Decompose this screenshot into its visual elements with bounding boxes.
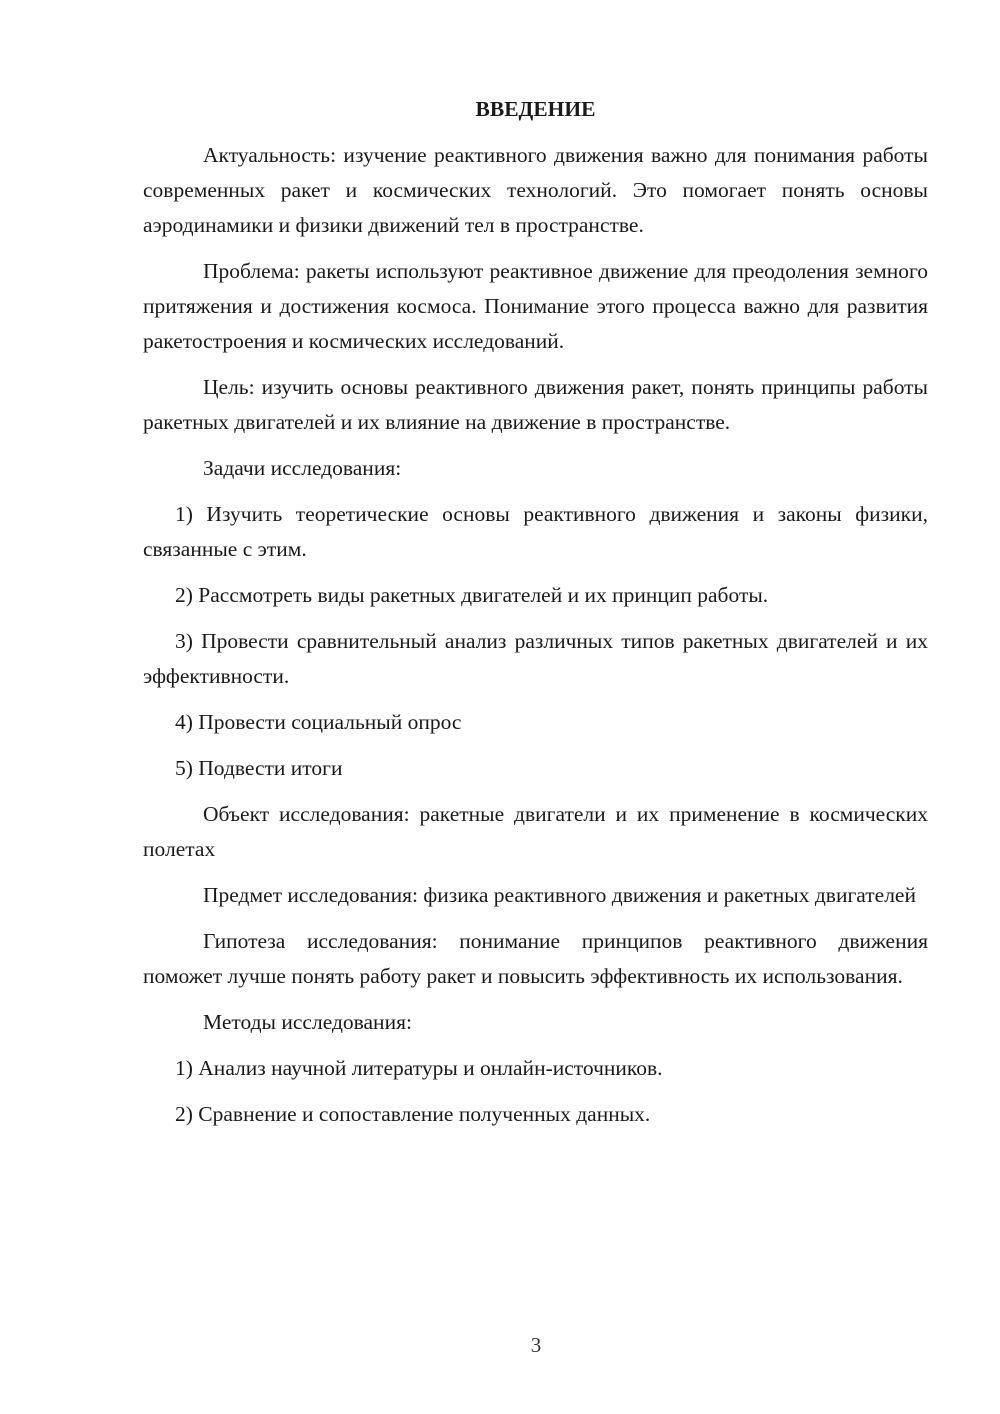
tasks-heading: Задачи исследования: (203, 456, 402, 480)
task-item: 3) Провести сравнительный анализ различных типов ракетных двигателей и их эффективности. (143, 629, 928, 688)
subject-paragraph: Предмет исследования: физика реактивного движения и ракетных двигателей (203, 883, 916, 907)
task-item: 5) Подвести итоги (175, 756, 343, 780)
problem-paragraph: Проблема: ракеты используют реактивное движение для преодоления земного притяжения и достижения космоса. Понимание этого процесса важно для развития ракетостроения и космических исследований. (143, 259, 928, 353)
task-item: 4) Провести социальный опрос (175, 710, 462, 734)
task-item: 2) Рассмотреть виды ракетных двигателей и их принцип работы. (175, 583, 769, 607)
document-body (143, 92, 928, 1143)
relevance-paragraph: Актуальность: изучение реактивного движения важно для понимания работы современных ракет и космических технологий. Это помогает понять основы аэродинамики и физики движений тел в пространстве. (143, 143, 928, 237)
methods-heading: Методы исследования: (203, 1010, 412, 1034)
task-item: 1) Изучить теоретические основы реактивного движения и законы физики, связанные с этим. (143, 502, 928, 561)
object-paragraph: Объект исследования: ракетные двигатели и их применение в космических полетах (143, 802, 928, 861)
goal-paragraph: Цель: изучить основы реактивного движения ракет, понять принципы работы ракетных двигателей и их влияние на движение в пространстве. (143, 375, 928, 434)
page-number: 3 (530, 1333, 542, 1357)
method-item: 2) Сравнение и сопоставление полученных данных. (175, 1102, 651, 1126)
method-item: 1) Анализ научной литературы и онлайн-источников. (175, 1056, 663, 1080)
section-title: ВВЕДЕНИЕ (475, 97, 596, 121)
hypothesis-paragraph: Гипотеза исследования: понимание принципов реактивного движения поможет лучше понять работу ракет и повысить эффективность их использования. (143, 929, 928, 988)
